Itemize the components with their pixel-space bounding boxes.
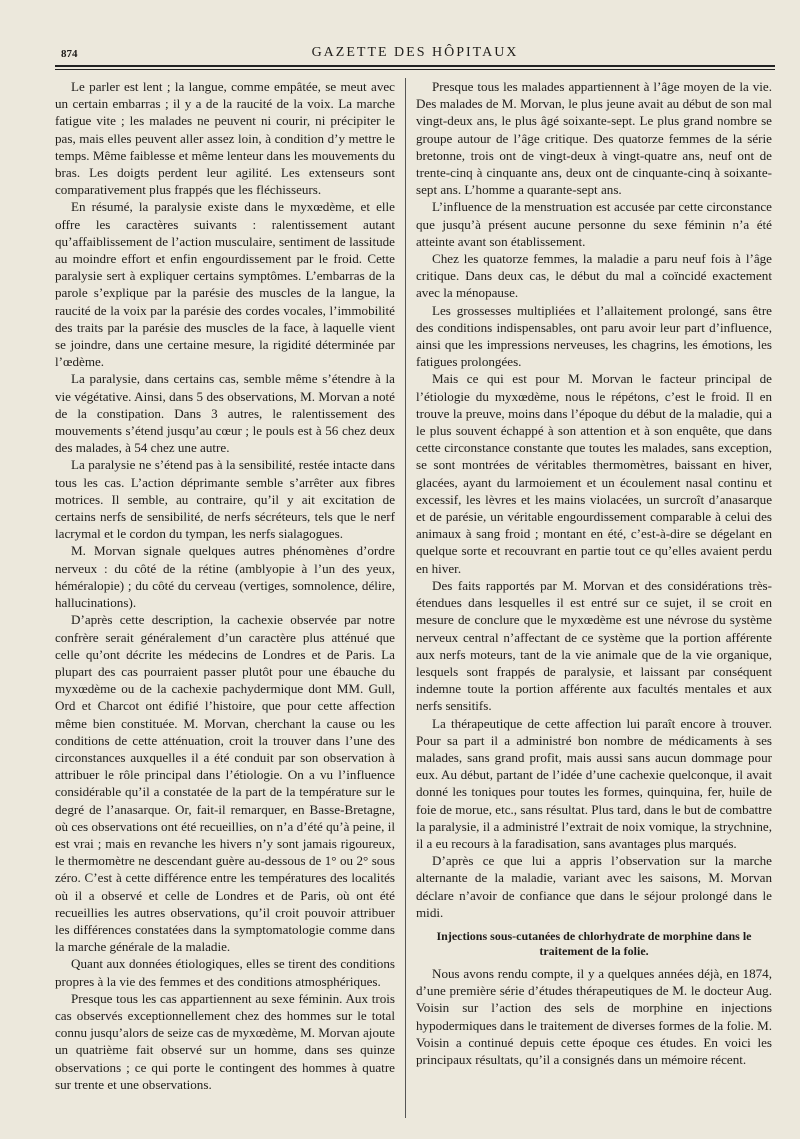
header-rule-thin <box>55 69 775 70</box>
section-title: Injections sous-cutanées de chlorhydrate de morphine dans le traitement de la folie. <box>436 928 752 958</box>
paragraph: Le parler est lent ; la langue, comme empâtée, se meut avec un certain embarras ; il y a de la raucité de la voix. La marche fatigue vite ; les malades ne peuvent ni courir, ni précipiter le pas, mais elles peuvent aller assez loin, à condition d’y mettre le temps. Même faiblesse et même lenteur dans les mouvements du bras. Les doigts perdent leur agilité. Les extenseurs sont comparativement plus frappés que les fléchisseurs. <box>55 79 395 198</box>
paragraph: La paralysie, dans certains cas, semble même s’étendre à la vie végétative. Ainsi, dans 5 des observations, M. Morvan a noté de la constipation. Dans 3 autres, le ralentissement des mouvements s’étend jusqu’au cœur ; le pouls est à 56 chez deux des malades, à 54 chez une autre. <box>55 371 395 456</box>
paragraph: La paralysie ne s’étend pas à la sensibilité, restée intacte dans tous les cas. L’action déprimante semble s’arrêter aux fibres motrices. Il semble, au contraire, qu’il y ait excitation de certains nerfs de sensibilité, de nerfs sécréteurs, tels que le nerf lacrymal et le cordon du tympan, les nerfs sialagogues. <box>55 457 395 542</box>
paragraph: La thérapeutique de cette affection lui paraît encore à trouver. Pour sa part il a administré bon nombre de médicaments à ses malades, sans grand profit, mais aussi sans aucun dommage pour eux. Au début, partant de l’idée d’une cachexie quelconque, il avait donné les toniques pour toutes les formes, quinquina, fer, huile de foie de morue, etc., sans résultat. Plus tard, dans le but de combattre la paralysie, il a administré l’extrait de noix vomique, la strychnine, il a eu recours à la faradisation, sans avantages plus marqués. <box>416 715 772 851</box>
paragraph: Presque tous les malades appartiennent à l’âge moyen de la vie. Des malades de M. Morvan, le plus jeune avait au début de son mal vingt-deux ans, le plus âgé soixante-sept. Le plus grand nombre se groupe autour de l’âge critique. Des quatorze femmes de la série bretonne, trois ont de vingt-deux à vingt-quatre ans, neuf ont de trente-cinq à cinquante ans, deux ont de cinquante-cinq à soixante-sept ans. L’homme a quarante-sept ans. <box>416 79 772 198</box>
paragraph: D’après cette description, la cachexie observée par notre confrère serait généralement d’un caractère plus atténué que celle qu’ont décrite les médecins de Londres et de Paris. La plupart des cas pourraient passer plutôt pour une ébauche du myxœdème ou de la cachexie pachydermique dont MM. Gull, Ord et Charcot ont édifié l’histoire, que pour cette affection même bien constituée. M. Morvan, cherchant la cause ou les conditions de cette atténuation, croit la trouver dans l’une des circonstances auxquelles il a été conduit par son observation à attribuer le rôle principal dans l’étiologie. On a vu l’influence considérable qu’il a constatée de la part de la température sur le degré de l’anasarque. Or, fait-il remarquer, en Basse-Bretagne, où ces observations ont été recueillies, on n’a d’été qu’à peine, il est vrai ; mais en revanche les hivers n’y sont jamais rigoureux, le thermomètre ne descendant guère au-dessous de 1° ou 2° sous zéro. C’est à cette différence entre les températures des localités où il a observé et celle de Londres et de Paris, où ont été recueillies les autres observations, qu’il croit pouvoir attribuer les différences constatées dans la symptomatologie comme dans la marche générale de la maladie. <box>55 612 395 955</box>
paragraph: Des faits rapportés par M. Morvan et des considérations très-étendues dans lesquelles il est entré sur ce sujet, il se croit en mesure de conclure que le myxœdème est une névrose du système nerveux central n’affectant de ce système que la portion afférente aux nerfs moteurs, tant de la vie animale que de la vie organique, lesquels sont frappés de paralysie, et laissant par conséquent indemne toute la portion afférente aux facultés mentales et aux nerfs sensitifs. <box>416 577 772 714</box>
journal-title: GAZETTE DES HÔPITAUX <box>311 45 519 60</box>
paragraph: M. Morvan signale quelques autres phénomènes d’ordre nerveux : du côté de la rétine (amblyopie à l’un des yeux, héméralopie) ; du côté du cerveau (vertiges, somnolence, délire, hallucinations). <box>55 543 395 611</box>
paragraph: Les grossesses multipliées et l’allaitement prolongé, sans être des conditions indispensables, ont paru avoir leur part d’influence, ainsi que les impressions nerveuses, les chagrins, les émotions, les fatigues prolongées. <box>416 302 772 370</box>
paragraph: L’influence de la menstruation est accusée par cette circonstance que jusqu’à présent aucune personne du sexe féminin n’a été atteinte avant son établissement. <box>416 199 772 249</box>
column-divider <box>405 78 406 1118</box>
header-rule <box>55 65 775 67</box>
page-number: 874 <box>61 48 78 60</box>
paragraph: Nous avons rendu compte, il y a quelques années déjà, en 1874, d’une première série d’études thérapeutiques de M. le docteur Aug. Voisin sur l’action des sels de morphine en injections hypodermiques dans le traitement de diverses formes de la folie. M. Voisin a continué depuis cette époque ces études. En voici les principaux résultats, qu’il a consignés dans un mémoire récent. <box>416 965 772 1067</box>
paragraph: Chez les quatorze femmes, la maladie a paru neuf fois à l’âge critique. Dans deux cas, le début du mal a coïncidé exactement avec la ménopause. <box>416 251 772 301</box>
paragraph: D’après ce que lui a appris l’observation sur la marche alternante de la maladie, variant avec les saisons, M. Morvan déclare n’avoir de confiance que dans le séjour prolongé dans le midi. <box>416 853 772 920</box>
paragraph: Mais ce qui est pour M. Morvan le facteur principal de l’étiologie du myxœdème, nous le répétons, c’est le froid. Il en trouve la preuve, moins dans l’époque du début de la maladie, qui a le plus souvent échappé à son attention et à son enquête, que dans cette circonstance constante que toutes les malades, sans exception, se sont montrées de véritables thermomètres, baissant en hiver, glacées, ayant du larmoiement et un écoulement nasal continu et excessif, les lèvres et les mains violacées, un surcroît d’anasarque et de parésie, un véritable engourdissement comparable à celui des animaux à sang froid ; montant en été, c’est-à-dire se dégelant en quelque sorte et recouvrant en partie tout ce qu’elles avaient perdu en hiver. <box>416 371 772 576</box>
paragraph: Presque tous les cas appartiennent au sexe féminin. Aux trois cas observés exceptionnellement chez des hommes sur le total connu jusqu’alors de seize cas de myxœdème, M. Morvan ajoute un quatrième fait observé sur un homme, dans ses quinze observations ; ce qui porte le contingent des hommes à quatre sur trente et une observations. <box>55 990 395 1092</box>
paragraph: Quant aux données étiologiques, elles se tirent des conditions propres à la vie des femmes et des conditions atmosphériques. <box>55 956 395 989</box>
paragraph: En résumé, la paralysie existe dans le myxœdème, et elle offre les caractères suivants : ralentissement autant qu’affaiblissement de l’action musculaire, sentiment de lassitude au moindre effort et enfin engourdissement par le froid. Cette paralysie sert à expliquer certains symptômes. L’embarras de la parole s’explique par la parésie des muscles de la langue, la raucité de la voix par la parésie des cordes vocales, l’immobilité des traits par la parésie des muscles de la face, à laquelle vient se joindre, dans une certaine mesure, la rigidité déterminée par l’œdème. <box>55 199 395 370</box>
right-column <box>416 78 772 1068</box>
left-column <box>55 78 395 1093</box>
